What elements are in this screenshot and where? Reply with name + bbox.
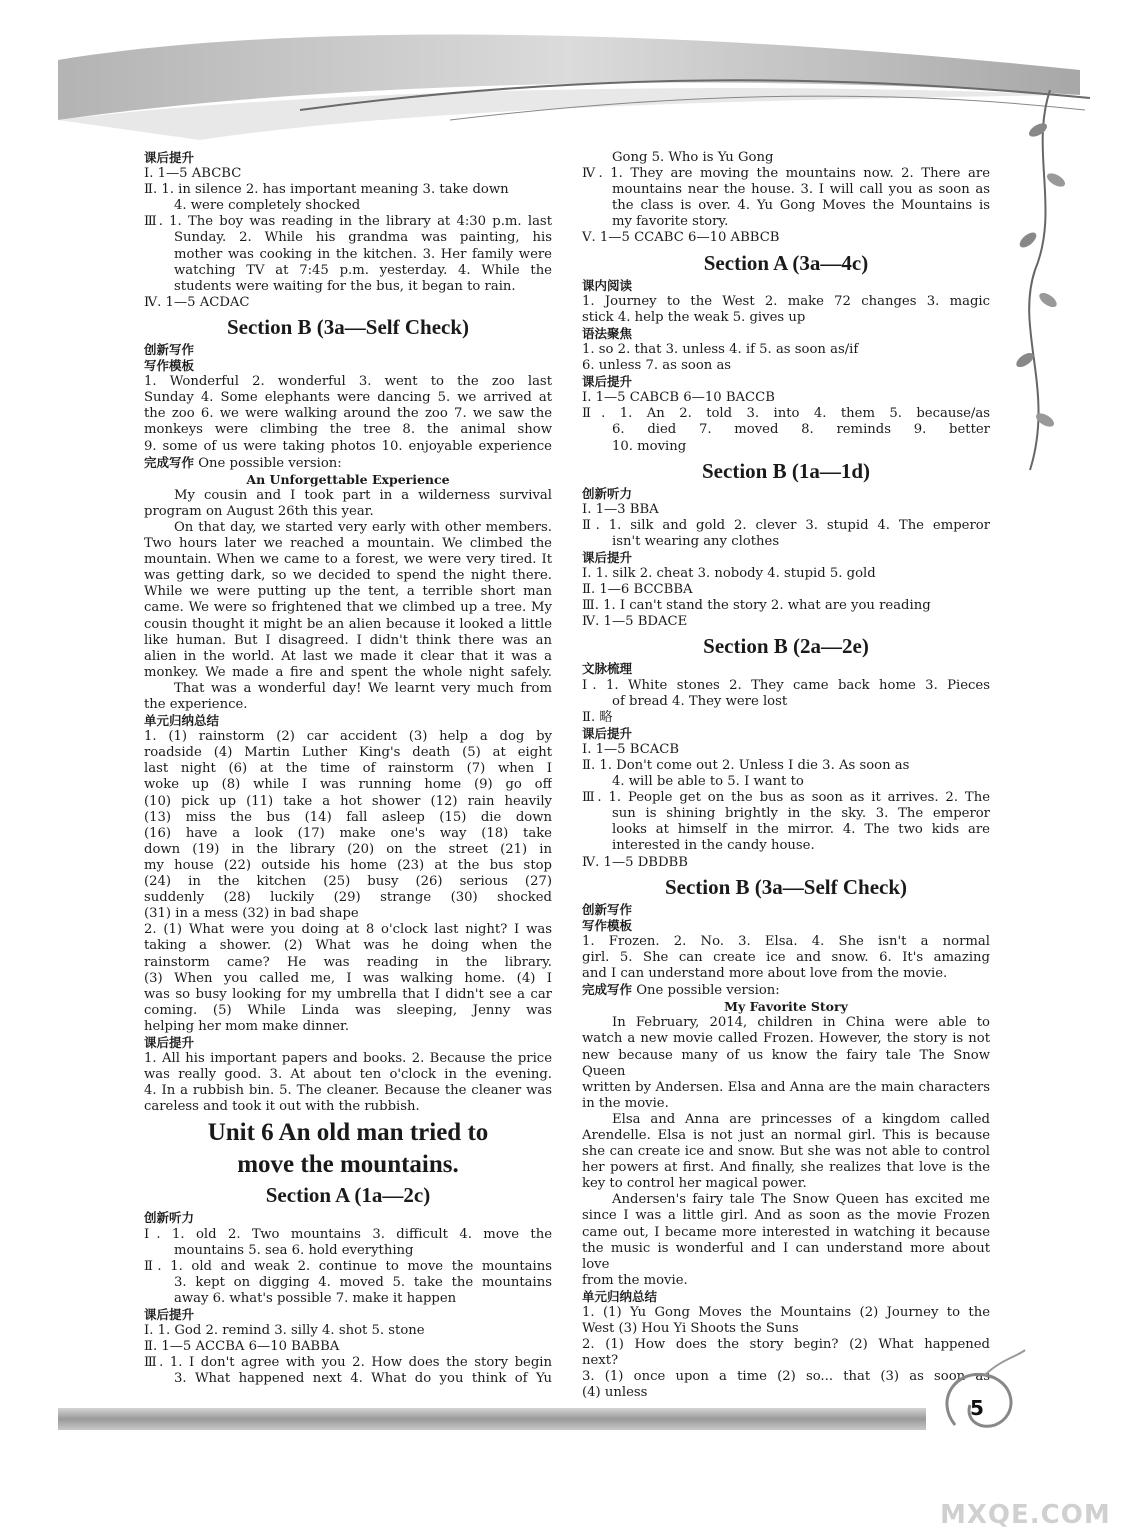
answer-line: (16) have a look (17) make one's way (18) take bbox=[144, 825, 552, 841]
answer-line: 1. Journey to the West 2. make 72 changes 3. magic bbox=[582, 293, 990, 309]
answer-line: 4. will be able to 5. I want to bbox=[612, 774, 804, 790]
answer-line: Ⅱ. 略 bbox=[582, 709, 613, 725]
section-label: 课后提升 bbox=[144, 1034, 195, 1050]
answer-line: interested in the candy house. bbox=[612, 838, 815, 854]
section-label: 课后提升 bbox=[144, 1307, 195, 1322]
section-label: 写作模板 bbox=[582, 917, 633, 933]
answer-line: the music is wonderful and I can understand more about love bbox=[582, 1240, 990, 1272]
section-label: 创新写作 bbox=[582, 901, 633, 917]
answer-line: Ⅰ. 1. White stones 2. They came back home 3. Pieces bbox=[582, 677, 990, 693]
section-label: 语法聚焦 bbox=[582, 325, 633, 341]
answer-line: was really good. 3. At about ten o'clock in the evening. bbox=[144, 1067, 552, 1083]
answer-line: helping her mom make dinner. bbox=[144, 1018, 350, 1034]
answer-line: the experience. bbox=[144, 697, 248, 712]
answer-line: Sunday. 2. While his grandma was painting, his bbox=[174, 230, 552, 246]
answer-line: next? bbox=[582, 1353, 619, 1369]
answer-line: in the movie. bbox=[582, 1095, 669, 1111]
answer-line: of bread 4. They were lost bbox=[612, 693, 788, 709]
unit-title: Unit 6 An old man tried to bbox=[207, 1119, 489, 1147]
answer-line: Ⅳ. 1—5 ACDAC bbox=[144, 294, 250, 310]
section-label: 课内阅读 bbox=[582, 277, 633, 293]
answer-line: (3) When you called me, I was walking home. (4) I bbox=[144, 970, 552, 986]
answer-line: (24) in the kitchen (25) busy (26) serious (27) bbox=[144, 874, 552, 890]
answer-line: Ⅰ. 1—3 BBA bbox=[582, 501, 659, 517]
left-column bbox=[144, 150, 552, 1387]
section-label: 写作模板 bbox=[144, 358, 195, 374]
answer-line: 1. All his important papers and books. 2. Because the price bbox=[144, 1051, 552, 1067]
answer-line: Sunday 4. Some elephants were dancing 5. we arrived at bbox=[144, 390, 552, 406]
answer-line: Gong 5. Who is Yu Gong bbox=[612, 150, 774, 165]
answer-line: Two hours later we reached a mountain. We climbed the bbox=[144, 536, 552, 552]
answer-line: Arendelle. Elsa is not just an normal girl. This is because bbox=[582, 1127, 990, 1143]
answer-line: stick 4. help the weak 5. gives up bbox=[582, 309, 806, 325]
answer-line: Ⅱ. 1—6 BCCBBA bbox=[582, 582, 693, 598]
answer-line: coming. (5) While Linda was sleeping, Jenny was bbox=[144, 1002, 552, 1018]
answer-line: program on August 26th this year. bbox=[144, 503, 374, 519]
answer-line: (13) miss the bus (14) fall asleep (15) die down bbox=[144, 809, 552, 825]
answer-line: Ⅱ. 1. old and weak 2. continue to move the mountains bbox=[144, 1258, 552, 1274]
section-label: 创新听力 bbox=[582, 485, 633, 501]
section-label: 完成写作 bbox=[582, 982, 633, 998]
answer-line: woke up (8) while I was running home (9) go off bbox=[144, 777, 552, 793]
answer-line: the class is over. 4. Yu Gong Moves the Mountains is bbox=[612, 198, 990, 214]
answer-line: Elsa and Anna are princesses of a kingdom called bbox=[612, 1111, 990, 1127]
answer-line bbox=[582, 982, 990, 999]
answer-line: Ⅳ. 1. They are moving the mountains now. 2. There are bbox=[582, 166, 990, 182]
section-label: 课后提升 bbox=[144, 150, 195, 165]
essay-title: An Unforgettable Experience bbox=[246, 471, 450, 487]
answer-text: One possible version: bbox=[632, 983, 780, 999]
section-heading: Section B (1a—1d) bbox=[702, 458, 870, 483]
answer-line: girl. 5. She can create ice and snow. 6. It's amazing bbox=[582, 949, 990, 965]
answer-line: Ⅳ. 1—5 DBDBB bbox=[582, 854, 688, 870]
answer-line: 9. some of us were taking photos 10. enjoyable experience bbox=[144, 438, 552, 454]
answer-line: 1. (1) rainstorm (2) car accident (3) help a dog by bbox=[144, 729, 552, 745]
section-heading: Section B (3a—Self Check) bbox=[226, 314, 470, 339]
answer-line: Ⅱ. 1. Don't come out 2. Unless I die 3. As soon as bbox=[582, 758, 910, 773]
answer-line: That was a wonderful day! We learnt very much from bbox=[174, 680, 552, 696]
answer-line: my house (22) outside his home (23) at the bus stop bbox=[144, 857, 552, 873]
answer-line: and I can understand more about love from the movie. bbox=[582, 966, 948, 982]
answer-line: 2. (1) What were you doing at 8 o'clock last night? I was bbox=[144, 922, 552, 938]
vine-decoration bbox=[990, 90, 1080, 490]
answer-line: the zoo 6. we were walking around the zoo 7. we saw the bbox=[144, 406, 552, 422]
answer-line: In February, 2014, children in China were able to bbox=[612, 1015, 990, 1031]
answer-line: (31) in a mess (32) in bad shape bbox=[144, 906, 359, 922]
answer-line: suddenly (28) luckily (29) strange (30) shocked bbox=[144, 890, 552, 906]
section-heading: Section A (3a—4c) bbox=[703, 250, 869, 275]
answer-line: mountain. When we came to a forest, we were very tired. It bbox=[144, 552, 552, 568]
answer-line: Ⅰ. 1. old 2. Two mountains 3. difficult 4. move the bbox=[144, 1226, 552, 1242]
answer-line: my favorite story. bbox=[612, 214, 729, 230]
answer-line: mother was cooking in the kitchen. 3. Her family were bbox=[174, 246, 552, 262]
answer-line: down (19) in the library (20) on the street (21) in bbox=[144, 841, 552, 857]
answer-line: Ⅰ. 1. silk 2. cheat 3. nobody 4. stupid 5. gold bbox=[582, 566, 876, 582]
answer-line: looks at himself in the mirror. 4. The two kids are bbox=[612, 822, 990, 838]
answer-line: On that day, we started very early with other members. bbox=[174, 519, 552, 535]
section-label: 课后提升 bbox=[582, 374, 633, 390]
page-number: 5 bbox=[970, 1396, 984, 1420]
answer-line: Ⅱ. 1. silk and gold 2. clever 3. stupid 4. The emperor bbox=[582, 517, 990, 533]
answer-line: Ⅰ. 1. God 2. remind 3. silly 4. shot 5. stone bbox=[144, 1323, 425, 1339]
unit-title: move the mountains. bbox=[237, 1151, 459, 1179]
answer-line: came. We were so frightened that we climbed up a tree. My bbox=[144, 600, 552, 616]
answer-line: like human. But I disagreed. I didn't think there was an bbox=[144, 632, 552, 648]
answer-line: Ⅲ. 1. I don't agree with you 2. How does the story begin bbox=[144, 1355, 552, 1371]
answer-line: Ⅰ. 1—5 ABCBC bbox=[144, 166, 242, 182]
section-label: 课后提升 bbox=[582, 725, 633, 741]
section-label: 单元归纳总结 bbox=[582, 1288, 658, 1304]
section-label: 单元归纳总结 bbox=[144, 713, 220, 729]
answer-line: Ⅱ. 1. in silence 2. has important meaning 3. take down bbox=[144, 182, 509, 198]
answer-line: 3. (1) once upon a time (2) so... that (3) as soon as bbox=[582, 1369, 990, 1385]
section-label: 文脉梳理 bbox=[582, 661, 633, 677]
answer-line: roadside (4) Martin Luther King's death (5) at eight bbox=[144, 745, 552, 761]
answer-line: sun is shining brightly in the sky. 3. The emperor bbox=[612, 806, 990, 822]
answer-line: last night (6) at the time of rainstorm (7) when I bbox=[144, 761, 552, 777]
answer-line: 4. were completely shocked bbox=[174, 198, 361, 214]
answer-line: 4. In a rubbish bin. 5. The cleaner. Because the cleaner was bbox=[144, 1083, 552, 1099]
answer-line: 2. (1) How does the story begin? (2) What happened bbox=[582, 1337, 990, 1353]
footer-bar bbox=[58, 1408, 926, 1430]
answer-line: key to control her magical power. bbox=[582, 1176, 807, 1192]
answer-line: from the movie. bbox=[582, 1272, 688, 1288]
answer-line: 6. died 7. moved 8. reminds 9. better bbox=[612, 422, 990, 438]
answer-line: alien in the world. At last we made it clear that it was a bbox=[144, 648, 552, 664]
section-label: 完成写作 bbox=[144, 454, 195, 470]
answer-line: she can create ice and snow. But she was not able to control bbox=[582, 1144, 990, 1160]
answer-line: taking a shower. (2) What was he doing when the bbox=[144, 938, 552, 954]
right-column bbox=[582, 150, 990, 1402]
answer-line: isn't wearing any clothes bbox=[612, 533, 780, 549]
answer-line: monkeys were climbing the tree 8. the animal show bbox=[144, 422, 552, 438]
section-label: 创新写作 bbox=[144, 341, 195, 357]
answer-line bbox=[144, 455, 552, 472]
answer-line: away 6. what's possible 7. make it happen bbox=[174, 1290, 457, 1306]
answer-line: My cousin and I took part in a wilderness survival bbox=[174, 487, 552, 503]
answer-line: Ⅰ. 1—5 BCACB bbox=[582, 741, 680, 757]
answer-line: rainstorm came? He was reading in the library. bbox=[144, 954, 552, 970]
answer-text: One possible version: bbox=[194, 455, 342, 471]
answer-line: came out, I became more interested in watching it because bbox=[582, 1224, 990, 1240]
answer-line: since I was a little girl. And as soon as the movie Frozen bbox=[582, 1208, 990, 1224]
answer-line: monkey. We made a fire and spent the whole night safely. bbox=[144, 664, 552, 680]
answer-line: Ⅰ. 1—5 CABCB 6—10 BACCB bbox=[582, 390, 775, 406]
answer-line: Ⅳ. 1—5 BDACE bbox=[582, 614, 688, 630]
answer-line: 3. kept on digging 4. moved 5. take the mountains bbox=[174, 1274, 552, 1290]
answer-line: careless and took it out with the rubbish. bbox=[144, 1099, 420, 1115]
answer-line: 6. unless 7. as soon as bbox=[582, 358, 732, 374]
answer-line: 1. Frozen. 2. No. 3. Elsa. 4. She isn't a normal bbox=[582, 933, 990, 949]
answer-line: 1. (1) Yu Gong Moves the Mountains (2) Journey to the bbox=[582, 1305, 990, 1320]
answer-line: Ⅴ. 1—5 CCABC 6—10 ABBCB bbox=[582, 230, 780, 246]
answer-line: her powers at first. And finally, she realizes that love is the bbox=[582, 1160, 990, 1176]
watermark-url: MXQE.COM bbox=[940, 1500, 1111, 1530]
answer-line: (10) pick up (11) take a hot shower (12) rain heavily bbox=[144, 793, 552, 809]
answer-line: (4) unless bbox=[582, 1385, 648, 1401]
answer-line: watch a new movie called Frozen. However, the story is not bbox=[582, 1031, 990, 1047]
section-heading: Section A (1a—2c) bbox=[265, 1183, 431, 1208]
page-ornament-icon bbox=[925, 1340, 1035, 1450]
section-label: 创新听力 bbox=[144, 1210, 195, 1226]
answer-line: 10. moving bbox=[612, 438, 687, 454]
answer-line: Ⅲ. 1. People get on the bus as soon as it arrives. 2. The bbox=[582, 790, 990, 806]
answer-line: While we were putting up the tent, a terrible short man bbox=[144, 584, 552, 600]
section-heading: Section B (2a—2e) bbox=[703, 634, 869, 659]
answer-line: Ⅲ. 1. I can't stand the story 2. what are you reading bbox=[582, 598, 931, 614]
answer-line: Ⅱ. 1. An 2. told 3. into 4. them 5. because/as bbox=[582, 406, 990, 422]
section-label: 课后提升 bbox=[582, 549, 633, 565]
section-heading: Section B (3a—Self Check) bbox=[664, 874, 908, 899]
answer-line: was so busy looking for my umbrella that I didn't see a car bbox=[144, 986, 552, 1002]
answer-line: 1. Wonderful 2. wonderful 3. went to the zoo last bbox=[144, 374, 552, 390]
answer-line: new because many of us know the fairy tale The Snow Queen bbox=[582, 1047, 990, 1079]
answer-line: mountains 5. sea 6. hold everything bbox=[174, 1242, 414, 1258]
answer-line: Andersen's fairy tale The Snow Queen has excited me bbox=[612, 1192, 990, 1208]
answer-line: Ⅱ. 1—5 ACCBA 6—10 BABBA bbox=[144, 1339, 340, 1355]
answer-line: written by Andersen. Elsa and Anna are the main characters bbox=[582, 1079, 990, 1095]
answer-line: cousin thought it might be an alien because it looked a little bbox=[144, 616, 552, 632]
answer-line: Ⅲ. 1. The boy was reading in the library at 4:30 p.m. last bbox=[144, 214, 552, 230]
answer-line: 3. What happened next 4. What do you think of Yu bbox=[174, 1371, 552, 1387]
answer-line: watching TV at 7:45 p.m. yesterday. 4. While the bbox=[174, 262, 552, 278]
answer-line: 1. so 2. that 3. unless 4. if 5. as soon as/if bbox=[582, 341, 859, 357]
essay-title: My Favorite Story bbox=[724, 999, 848, 1015]
answer-line: students were waiting for the bus, it began to rain. bbox=[174, 278, 516, 294]
answer-line: was getting dark, so we decided to spend the night there. bbox=[144, 568, 552, 584]
header-banner bbox=[0, 0, 1132, 150]
answer-line: West (3) Hou Yi Shoots the Suns bbox=[582, 1321, 799, 1337]
answer-line: mountains near the house. 3. I will call you as soon as bbox=[612, 182, 990, 198]
